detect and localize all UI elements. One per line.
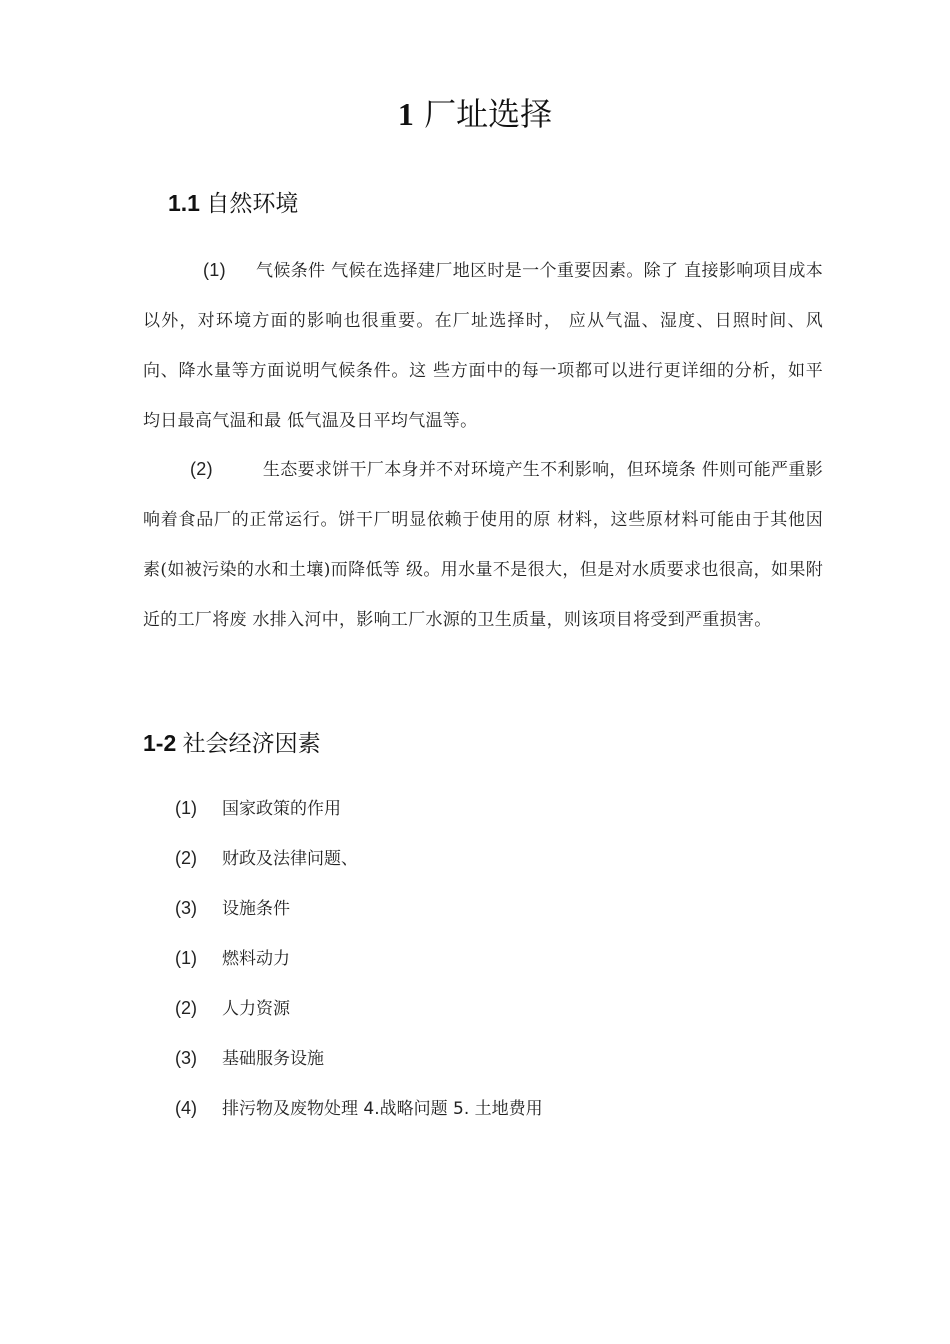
item-marker: (1)	[175, 798, 197, 818]
list-item	[175, 993, 815, 1043]
item-marker: (4)	[175, 1098, 197, 1118]
paragraph-marker: (1)	[203, 260, 226, 280]
paragraph-marker: (2)	[190, 459, 213, 479]
list-item	[175, 1043, 815, 1093]
heading-text: 社会经济因素	[182, 730, 321, 756]
item-text: 财政及法律问题、	[222, 849, 358, 869]
list-item	[175, 793, 815, 843]
item-marker: (2)	[175, 848, 197, 868]
item-marker: (3)	[175, 1048, 197, 1068]
item-text: 排污物及废物处理 4.战略问题 5. 土地费用	[222, 1099, 543, 1119]
item-text: 设施条件	[222, 899, 290, 919]
list-item	[175, 1093, 815, 1143]
list-item	[175, 943, 815, 993]
item-text: 人力资源	[222, 999, 290, 1019]
item-text: 基础服务设施	[222, 1049, 324, 1069]
title-text: 厂址选择	[424, 95, 553, 133]
page-title	[0, 92, 950, 136]
list-item	[175, 893, 815, 943]
heading-text: 自然环境	[206, 190, 299, 216]
paragraph-ecology	[143, 444, 823, 645]
heading-number: 1.1	[168, 190, 200, 216]
paragraph-text: 气候条件 气候在选择建厂地区时是一个重要因素。除了 直接影响项目成本以外，对环境方面的影响也很重要。在厂址选择时， 应从气温、湿度、日照时间、风向、降水量等方面说明气候条件。这 些方面中的每一项都可以进行更详细的分析，如平均日最高气温和最 低气温及日平均气温等。	[143, 261, 823, 431]
section-heading-1-2	[143, 728, 321, 758]
title-number: 1	[397, 96, 414, 132]
item-marker: (3)	[175, 898, 197, 918]
socioeconomic-factors-list	[175, 793, 815, 1143]
paragraph-text: 生态要求饼干厂本身并不对环境产生不利影响，但环境条 件则可能严重影响着食品厂的正常运行。饼干厂明显依赖于使用的原 材料，这些原材料可能由于其他因素(如被污染的水和土壤)而降低等 级。用水量不是很大，但是对水质要求也很高，如果附近的工厂将废 水排入河中，影响工厂水源的卫生质量，则该项目将受到严重损害。	[143, 460, 823, 630]
item-marker: (2)	[175, 998, 197, 1018]
item-text: 燃料动力	[222, 949, 290, 969]
item-marker: (1)	[175, 948, 197, 968]
item-text: 国家政策的作用	[222, 799, 341, 819]
section-heading-1-1	[168, 188, 298, 218]
heading-number: 1-2	[143, 730, 177, 756]
list-item	[175, 843, 815, 893]
paragraph-climate	[143, 245, 823, 446]
